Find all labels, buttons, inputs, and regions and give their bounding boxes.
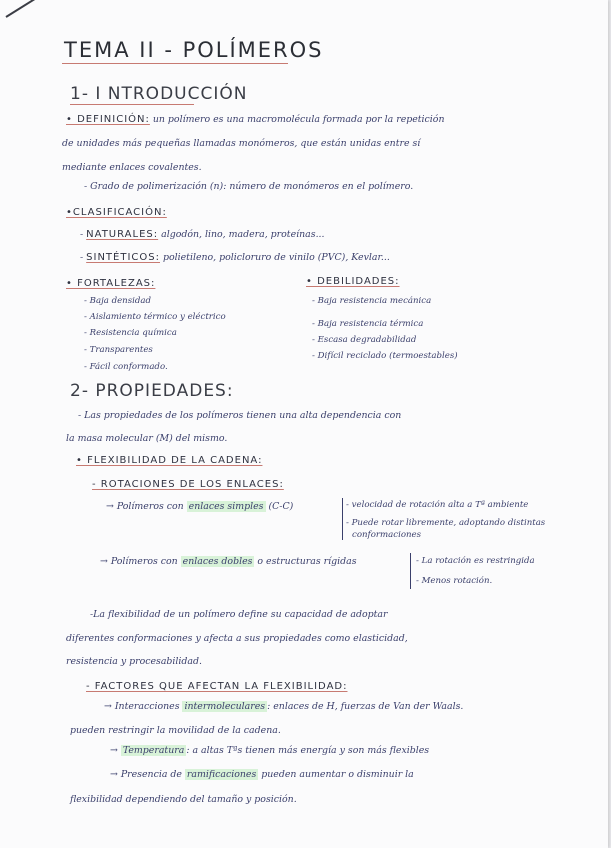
naturales-label: NATURALES: — [86, 229, 159, 240]
flexibilidad-def-2: diferentes conformaciones y afecta a sus propiedades como elasticidad, — [66, 633, 408, 644]
fortaleza-item: - Aislamiento térmico y eléctrico — [84, 312, 226, 322]
flexibilidad-def-3: resistencia y procesabilidad. — [66, 656, 202, 667]
title-underline — [62, 63, 288, 64]
simples-result-3: conformaciones — [352, 530, 422, 540]
bracket-dobles — [410, 553, 411, 589]
flexibilidad-def-1: -La flexibilidad de un polímero define su capacidad de adoptar — [90, 609, 388, 620]
factor-ramificaciones-2: flexibilidad dependiendo del tamaño y posición. — [70, 794, 297, 805]
fortaleza-item: - Resistencia química — [84, 328, 177, 338]
section-2-heading: 2- PROPIEDADES: — [70, 381, 234, 401]
page-title: TEMA II - POLÍMEROS — [64, 38, 324, 62]
fortaleza-item: - Fácil conformado. — [84, 362, 168, 372]
fortaleza-item: - Transparentes — [84, 345, 153, 355]
factor-temperatura: → Temperatura : a altas Tªs tienen más energía y son más flexibles — [110, 745, 430, 756]
section-1-underline — [70, 104, 194, 105]
clasificacion-label: •CLASIFICACIÓN: — [66, 207, 167, 218]
enlaces-simples-highlight: enlaces simples — [188, 501, 264, 512]
debilidades-label: • DEBILIDADES: — [306, 276, 400, 287]
factor-interacciones: → Interacciones intermoleculares : enlaces de H, fuerzas de Van der Waals. — [104, 701, 464, 712]
grado-polimerizacion: - Grado de polimerización (n): número de monómeros en el polímero. — [84, 181, 414, 192]
enlaces-simples-line: → Polímeros con enlaces simples (C-C) — [106, 501, 294, 512]
propiedades-intro-1: - Las propiedades de los polímeros tienen una alta dependencia con — [78, 410, 402, 421]
debilidad-item: - Baja resistencia térmica — [312, 319, 424, 329]
rotaciones-label: - ROTACIONES DE LOS ENLACES: — [92, 479, 284, 490]
debilidad-item: - Escasa degradabilidad — [312, 335, 417, 345]
definition-label: • DEFINICIÓN: — [66, 114, 150, 125]
definition-line-3: mediante enlaces covalentes. — [62, 162, 202, 173]
debilidad-item: - Difícil reciclado (termoestables) — [312, 351, 458, 361]
pen-stroke — [5, 0, 35, 18]
section-1-heading: 1- I NTRODUCCIÓN — [70, 84, 248, 104]
debilidad-item: - Baja resistencia mecánica — [312, 296, 432, 306]
fortalezas-label: • FORTALEZAS: — [66, 278, 156, 289]
dobles-result-2: - Menos rotación. — [416, 576, 493, 586]
ramificaciones-highlight: ramificaciones — [186, 769, 257, 780]
definition-line-1 — [66, 114, 445, 126]
factor-interacciones-2: pueden restringir la movilidad de la cadena. — [70, 725, 281, 736]
flexibilidad-label: • FLEXIBILIDAD DE LA CADENA: — [76, 455, 263, 466]
naturales-text: algodón, lino, madera, proteínas... — [161, 229, 325, 240]
factor-ramificaciones: → Presencia de ramificaciones pueden aumentar o disminuir la — [110, 769, 414, 780]
dobles-result-1: - La rotación es restringida — [416, 556, 535, 566]
simples-result-1: - velocidad de rotación alta a Tª ambiente — [346, 500, 529, 510]
bracket-simples — [342, 498, 343, 540]
naturales-line: - NATURALES: algodón, lino, madera, proteínas... — [80, 229, 325, 240]
sinteticos-text: polietileno, policloruro de vinilo (PVC), Kevlar... — [162, 252, 390, 263]
fortaleza-item: - Baja densidad — [84, 296, 152, 306]
simples-result-2: - Puede rotar libremente, adoptando distintas — [346, 518, 546, 528]
definition-text-1: un polímero es una macromolécula formada por la repetición — [152, 114, 445, 125]
propiedades-intro-2: la masa molecular (M) del mismo. — [66, 433, 228, 444]
sinteticos-label: SINTÉTICOS: — [86, 252, 160, 263]
enlaces-dobles-line: → Polímeros con enlaces dobles o estructuras rígidas — [100, 556, 357, 567]
definition-line-2: de unidades más pequeñas llamadas monómeros, que están unidas entre sí — [62, 138, 421, 149]
enlaces-dobles-highlight: enlaces dobles — [182, 556, 253, 567]
factores-label: - FACTORES QUE AFECTAN LA FLEXIBILIDAD: — [86, 681, 348, 692]
temperatura-highlight: Temperatura — [122, 745, 185, 756]
intermoleculares-highlight: intermoleculares — [184, 701, 266, 712]
sinteticos-line: - SINTÉTICOS: polietileno, policloruro de vinilo (PVC), Kevlar... — [80, 252, 390, 263]
